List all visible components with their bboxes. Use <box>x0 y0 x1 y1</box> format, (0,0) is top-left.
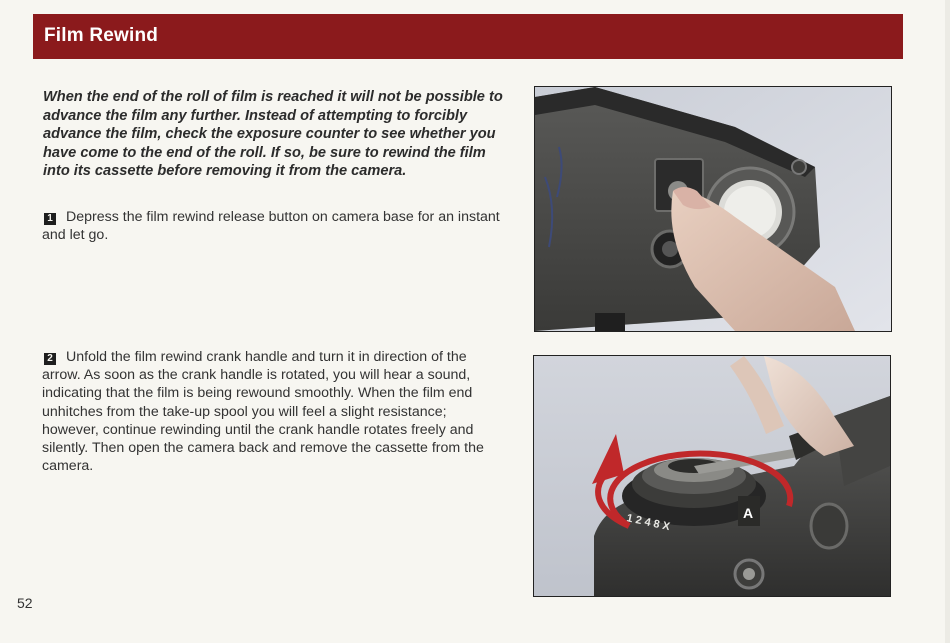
page-edge <box>945 0 950 643</box>
step-1 <box>42 208 502 244</box>
intro-paragraph: When the end of the roll of film is reached it will not be possible to advance the film any further. Instead of attempting to forcibly advance the film, check the exposure counter to see whether you have come to the end of the roll. If so, be sure to rewind the film into its cassette before removing it from the camera. <box>43 89 503 179</box>
step-text: Unfold the film rewind crank handle and turn it in direction of the arrow. As soon as the crank handle is rotated, you will hear a sound, indicating that the film is being rewound smoothly. When the film end unhitches from the take-up spool you will feel a slight resistance; however, continue rewinding until the crank handle rotates freely and silently. Then open the camera back and remove the cassette from the camera. <box>42 349 484 475</box>
shutter-speed-scale: 1 2 4 8 X <box>625 512 671 534</box>
step-number-badge: 2 <box>44 353 56 365</box>
step-2 <box>42 348 502 475</box>
photo-rewind-release-button <box>534 86 892 332</box>
section-title: Film Rewind <box>44 25 159 46</box>
step-text: Depress the film rewind release button on camera base for an instant and let go. <box>42 209 500 244</box>
page-number: 52 <box>17 595 33 611</box>
photo-rewind-crank <box>533 355 891 597</box>
section-header <box>33 14 903 59</box>
step-number-badge: 1 <box>44 213 56 225</box>
mode-dial-letter: A <box>743 505 754 521</box>
